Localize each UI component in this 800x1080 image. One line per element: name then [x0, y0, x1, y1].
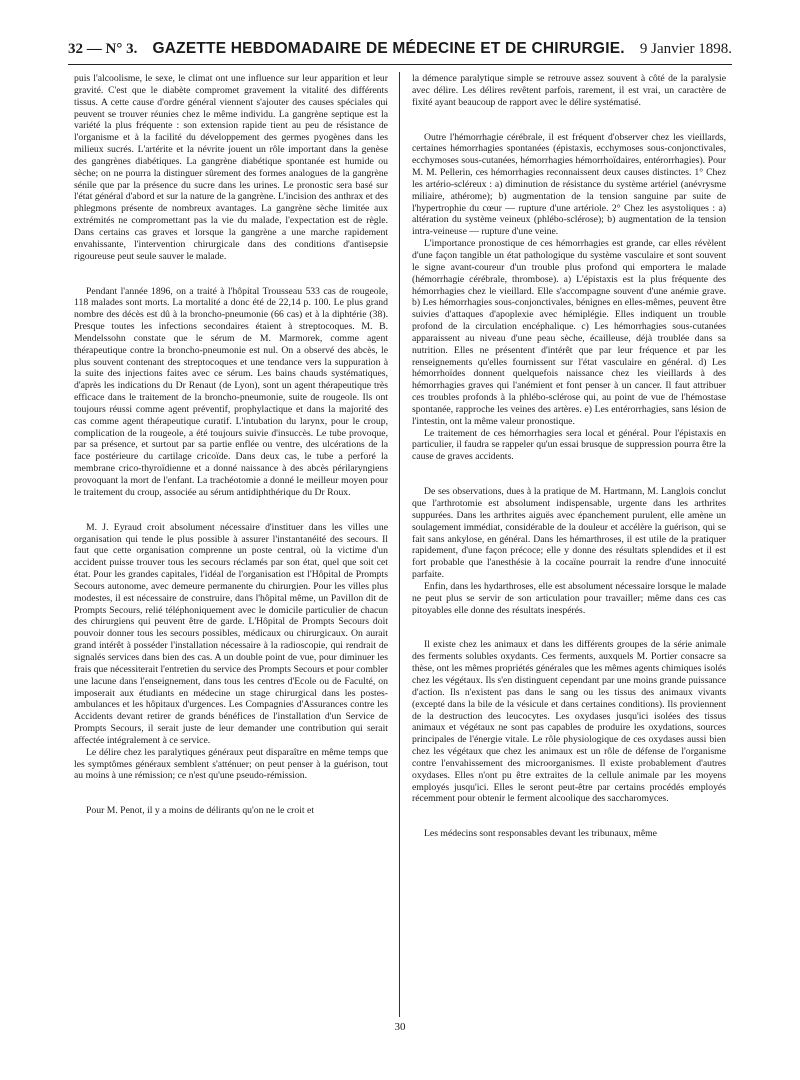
paragraph: L'importance pronostique de ces hémorrhagies est grande, car elles révèlent d'une façon tangible un état pathologique du système vasculaire et sont souvent le signe avant-coureur d'un trouble plus profond qui emportera le malade (hémorrhagie cérébrale, thrombose). a) L'épistaxis est la plus fréquente des hémorrhagies chez le vieillard. Elle s'accompagne souvent d'une anémie grave. b) Les hémorrhagies sous-conjonctivales, bénignes en elles-mêmes, peuvent être suivies d'attaques d'apoplexie avec hémiplégie. Elles indiquent un trouble profond de la circulation encéphalique. c) Les hémorrhagies sous-cutanées apparaissent au niveau d'une peau sèche, écailleuse, déjà troublée dans sa nutrition. Elles ne présentent d'intérêt que par leur fréquence et par les renseignements qu'elles fournissent sur l'état vasculaire en général. d) Les hémorrhoïdes donnent quelquefois naissance chez les vieillards à des hémorrhagies graves qui l'anémient et font penser à un cancer. Il faut attribuer ces troubles profonds à la phlébo-sclérose qui, au point de vue de l'hémostase spontanée, rapproche les veines des artères. e) Les entérorrhagies, sans lésion de l'intestin, ont la même valeur pronostique.	[412, 238, 726, 427]
paragraph: Il existe chez les animaux et dans les différents groupes de la série animale des ferments solubles oxydants. Ces ferments, auxquels M. Portier consacre sa thèse, ont les mêmes propriétés générales que les mêmes agents chimiques isolés chez les végétaux. Ils s'en distinguent cependant par une moins grande puissance d'action. Ils n'existent pas dans le sang ou les tissus des animaux vivants (excepté dans la bile de la vésicule et dans certaines conditions). Ils proviennent de la destruction des leucocytes. Les oxydases jusqu'ici isolées des tissus animaux et végétaux ne sont pas capables de produire les oxydations, sources principales de l'énergie vitale. Le rôle physiologique de ces oxydases aussi bien chez les végétaux que chez les animaux est un rôle de défense de l'organisme contre l'envahissement des microorganismes. Il existe probablement d'autres oxydases. Elles n'ont pu être extraites de la cellule animale par les moyens employés jusqu'ici. Elles le seront peut-être par certains procédés employés récemment pour obtenir le ferment alcoolique des saccharomyces.	[412, 639, 726, 805]
paragraph: Outre l'hémorrhagie cérébrale, il est fréquent d'observer chez les vieillards, certaines hémorrhagies spontanées (épistaxis, ecchymoses sous-conjonctivales, ecchymoses sous-cutanées, hémorrhagies hémorrhoïdaires, entérorrhagies). Pour M. M. Pellerin, ces hémorrhagies reconnaissent deux causes distinctes. 1° Chez les artério-scléreux : a) diminution de résistance du système artériel (anévrysme miliaire, athérome); b) augmentation de la tension sanguine par suite de l'hypertrophie du cœur — rupture d'une artériole. 2° Chez les asystoliques : a) altération du système veineux (phlébo-sclérose); b) augmentation de la tension intra-veineuse — rupture d'une veine.	[412, 131, 726, 238]
paragraph: Le traitement de ces hémorrhagies sera local et général. Pour l'épistaxis en particulier, il faudra se rappeler qu'un essai brusque de suppression pourra être la cause de graves accidents.	[412, 427, 726, 463]
paragraph: Le délire chez les paralytiques généraux peut disparaître en même temps que les symptômes généraux semblent s'atténuer; on peut penser à la guérison, tout au moins à une rémission; ce n'est qu'une pseudo-rémission.	[74, 746, 388, 782]
page-number: 30	[394, 1021, 406, 1033]
paragraph: Pour M. Penot, il y a moins de délirants qu'on ne le croit et	[86, 805, 315, 817]
journal-title: GAZETTE HEBDOMADAIRE DE MÉDECINE ET DE CHIRURGIE.	[152, 40, 625, 57]
paragraph: Pendant l'année 1896, on a traité à l'hôpital Trousseau 533 cas de rougeole, 118 malades sont morts. La mortalité a donc été de 22,14 p. 100. Le plus grand nombre des décès est dû à la broncho-pneumonie (66 cas) et à la diphtérie (38). Presque toutes les infections secondaires étaient à streptocoques. M. B. Mendelssohn constate que le sérum de M. Marmorek, comme agent thérapeutique contre la broncho-pneumonie est nul. On a observé des abcès, le plus souvent contenant des streptocoques et une tendance vers la suppuration à la suite des injections faites avec ce sérum. Les bains chauds systématiques, d'après les indications du Dr Renaut (de Lyon), sont un agent thérapeutique très efficace dans le traitement de la broncho-pneumonie, suite de rougeole. Ils ont toujours réussi comme agent préventif, prophylactique et dans la majorité des cas comme agent thérapeutique curatif. L'intubation du larynx, pour le croup, complication de la rougeole, a été toujours suivie d'insuccès. Le tube provoque, par sa présence, et surtout par sa partie enflée ou ventre, des ulcérations de la face postérieure du cartilage cricoïde. Dans deux cas, le tube a perforé la membrane crico-thyroïdienne et a donné naissance à des abcès périlaryngiens provoquant la mort de l'enfant. La trachéotomie a donné le meilleur moyen pour le traitement du croup, associée au sérum antidiphthérique du Dr Roux.	[74, 285, 388, 498]
running-header	[68, 40, 732, 62]
paragraph: puis l'alcoolisme, le sexe, le climat ont une influence sur leur apparition et leur gravité. C'est que le diabète compromet gravement la vitalité des différents tissus. A cette cause d'ordre général viennent s'ajouter des causes spéciales qui peuvent se trouver réunies chez le même individu. La gangrène septique est la variété la plus fréquente : son extension rapide tient au peu de résistance de l'organisme et à la facilité du développement des germes pyogènes dans les milieux sucrés. L'artérite et la névrite jouent un rôle important dans la genèse des gangrènes diabétiques. La gangrène diabétique spontanée est humide ou sèche; on ne pourra la distinguer sûrement des formes analogues de la gangrène sénile que par la présence du sucre dans les urines. Le pronostic sera basé sur l'état général d'abord et sur la nature de la gangrène. L'incision des anthrax et des phlegmons présente de nombreux avantages. La gangrène sèche limitée aux extrémités ne compromettant pas la vie du malade, l'expectation est de règle. Dans certains cas graves et lorsque la gangrène a une marche rapidement envahissante, l'intervention chirurgicale dans des conditions d'antisepsie rigoureuse peut seule sauver le malade.	[74, 73, 388, 262]
paragraph: Les médecins sont responsables devant les tribunaux, même	[424, 828, 657, 840]
paragraph: la démence paralytique simple se retrouve assez souvent à côté de la paralysie avec délire. Les délires revêtent parfois, rarement, il est vrai, un caractère de fixité ayant beaucoup de rapport avec le délire systématisé.	[412, 73, 726, 108]
paragraph: De ses observations, dues à la pratique de M. Hartmann, M. Langlois conclut que l'arthrotomie est absolument indispensable, urgente dans les arthrites suppurées. Dans les arthrites aiguës avec épanchement purulent, elle amène un soulagement immédiat, considérable de la douleur et accélère la guérison, qui se fait sans ankylose, en général. Dans les hémarthroses, il est utile de la pratiquer rapidement, d'une façon précoce; elle y donne des résultats splendides et il est fort probable que l'anesthésie à la cocaïne pourrait la rendre d'une innocuité parfaite.	[412, 486, 726, 581]
column-divider	[399, 72, 400, 1017]
issue-date: 9 Janvier 1898.	[639, 41, 732, 57]
header-rule	[68, 64, 732, 65]
page-issue-label: 32 — N° 3.	[68, 41, 138, 57]
paragraph: Enfin, dans les hydarthroses, elle est absolument nécessaire lorsque le malade ne peut plus se servir de son articulation pour travailler; même dans ces cas pitoyables elle donne des résultats inespérés.	[412, 580, 726, 616]
paragraph: M. J. Eyraud croit absolument nécessaire d'instituer dans les villes une organisation qui tende le plus possible à assurer l'instantanéité des secours. Il faut que cette organisation comprenne un poste central, où la victime d'un accident puisse trouver tous les secours réclamés par son état, quel que soit cet état. Pour les grandes capitales, l'idéal de l'organisation est l'Hôpital de Prompts Secours autonome, avec demeure permanente du chirurgien. Pour les villes plus modestes, il est nécessaire de construire, dans l'hôpital même, un Pavillon dit de Prompts Secours, relié téléphoniquement avec le domicile particulier de chacun des chirurgiens qui peuvent être de garde. L'Hôpital de Prompts Secours doit pouvoir donner tous les secours possibles, médicaux ou chirurgicaux. On aurait grand intérêt à posséder l'installation nécessaire à la radioscopie, qui rendrait de signalés services dans bien des cas. A un double point de vue, pour diminuer les frais que nécessiterait l'entretien du service des Prompts Secours et pour combler une lacune dans l'enseignement, dans tous les centres d'Ecole ou de Faculté, on imposerait aux étudiants en médecine un stage chirurgical dans les postes-ambulances et les hôpitaux d'urgences. Les Compagnies d'Assurances contre les Accidents devant retirer de grands bénéfices de l'installation d'un Service de Prompts Secours, il serait juste de leur demander une contribution qui serait affectée intégralement à ce service.	[74, 521, 388, 746]
left-column	[74, 73, 388, 817]
right-column	[412, 73, 726, 840]
